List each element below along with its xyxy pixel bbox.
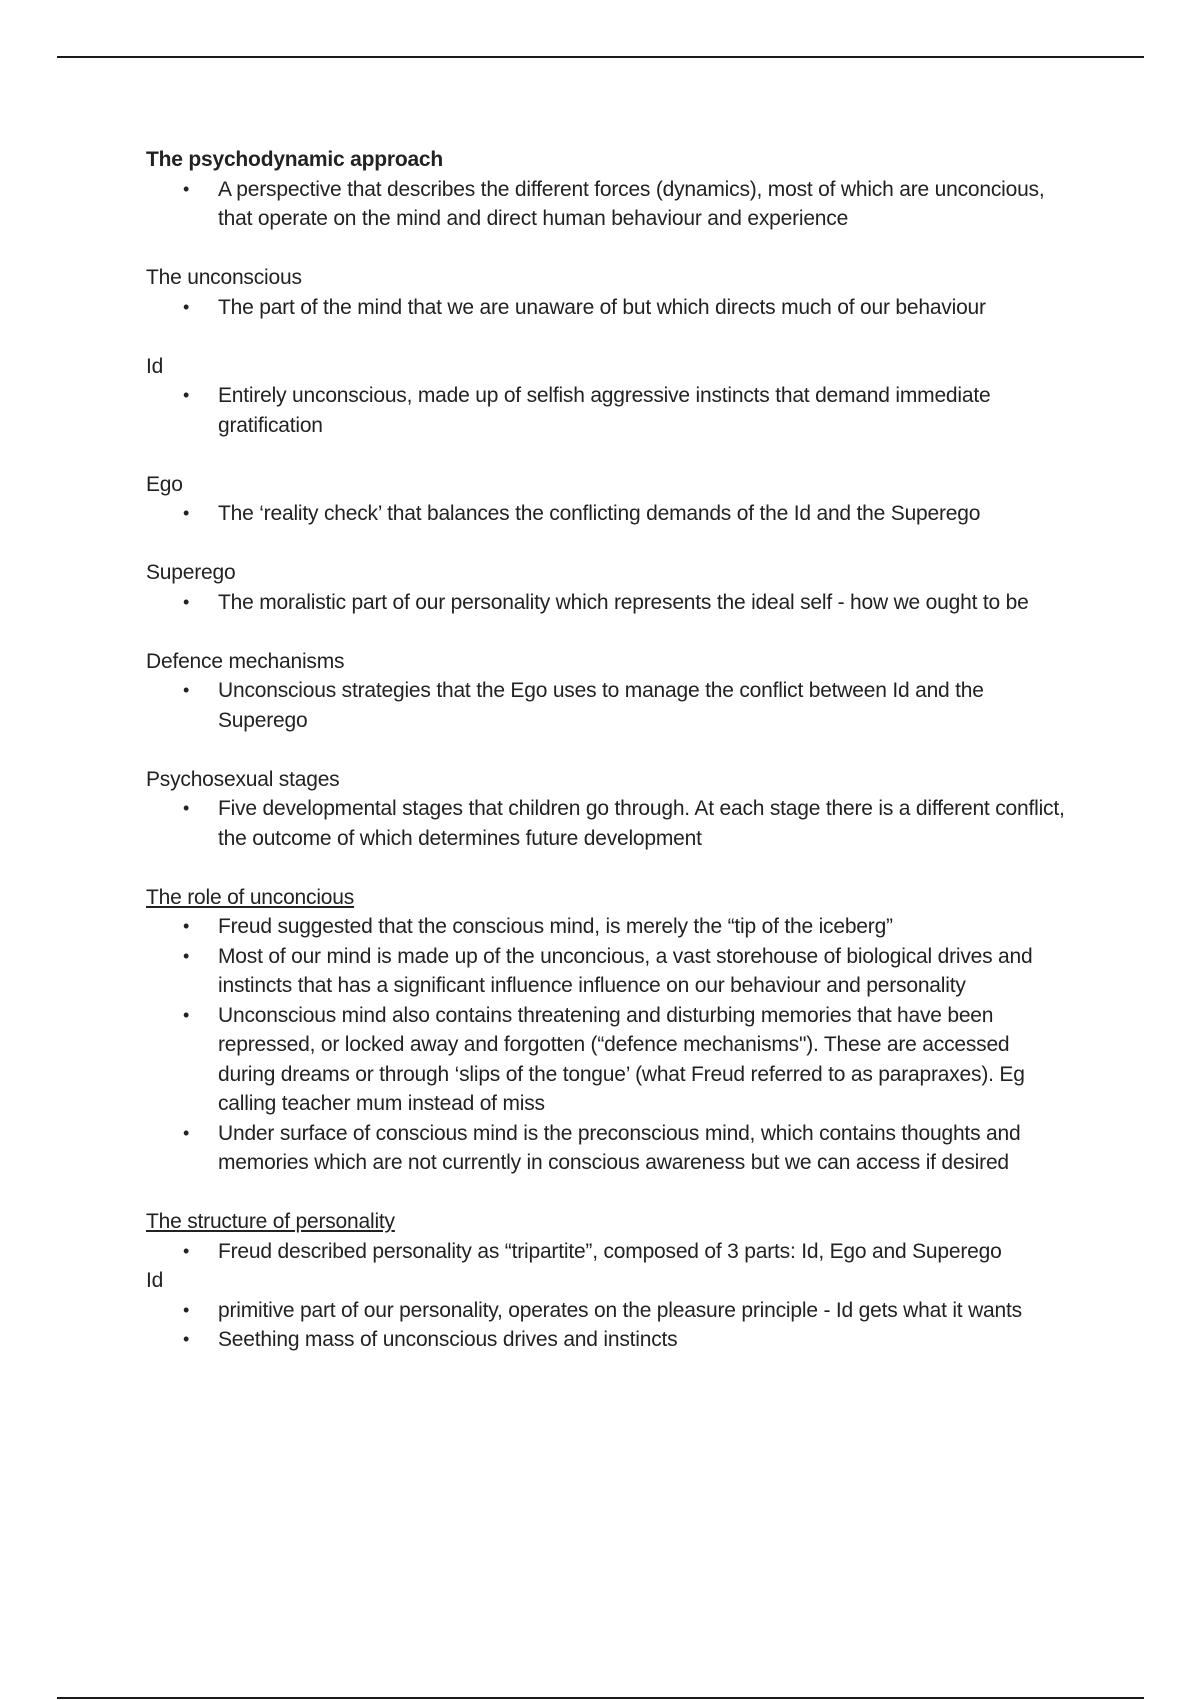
list-item <box>146 676 1066 735</box>
section-psychosexual-stages <box>146 765 1066 854</box>
bullet-icon: • <box>183 296 190 317</box>
list-item-text: primitive part of our personality, operates on the pleasure principle - Id gets what it wants <box>218 1298 1022 1322</box>
bullet-icon: • <box>183 385 190 405</box>
list-item <box>146 1237 1066 1267</box>
section-id-structure <box>146 1266 1066 1355</box>
section-unconscious <box>146 263 1066 322</box>
list-item <box>146 293 1066 323</box>
list-item <box>146 1325 1066 1355</box>
section-defence-mechanisms <box>146 647 1066 736</box>
section-superego <box>146 558 1066 617</box>
bullet-list <box>146 293 1066 323</box>
bullet-list <box>146 499 1066 529</box>
list-item <box>146 175 1066 234</box>
list-item <box>146 1119 1066 1178</box>
list-item-text: Seething mass of unconscious drives and instincts <box>218 1328 678 1351</box>
bullet-icon: • <box>183 798 190 818</box>
section-heading: The role of unconcious <box>146 885 355 909</box>
section-id <box>146 352 1066 441</box>
list-item-text: Unconscious mind also contains threatening and disturbing memories that have been repressed, or locked away and forgotten (“defence mechanisms"). These are accessed during dreams or through ‘slips of the tongue’ (what Freud referred to as parapraxes). Eg calling teacher mum instead of miss <box>218 1003 1025 1115</box>
list-item-text: Entirely unconscious, made up of selfish aggressive instincts that demand immediate gratification <box>218 384 991 437</box>
list-item <box>146 1001 1066 1119</box>
list-item <box>146 1296 1066 1326</box>
bullet-list <box>146 794 1066 853</box>
list-item <box>146 588 1066 618</box>
bullet-icon: • <box>183 680 190 700</box>
footer-rule <box>57 1697 1144 1699</box>
section-heading: Defence mechanisms <box>146 649 345 673</box>
section-psychodynamic-approach <box>146 145 1066 234</box>
section-heading: Superego <box>146 561 236 584</box>
section-heading: The psychodynamic approach <box>146 148 444 171</box>
list-item-text: Most of our mind is made up of the unconcious, a vast storehouse of biological drives and instincts that has a significant influence influence on our behaviour and personality <box>218 944 1033 997</box>
bullet-list <box>146 1237 1066 1267</box>
bullet-icon: • <box>183 1329 190 1349</box>
document-body <box>146 145 1066 1355</box>
bullet-icon: • <box>183 945 190 966</box>
list-item <box>146 942 1066 1001</box>
list-item-text: The part of the mind that we are unaware of but which directs much of our behaviour <box>218 295 986 319</box>
bullet-icon: • <box>183 916 190 936</box>
section-ego <box>146 470 1066 529</box>
list-item-text: Freud described personality as “tripartite”, composed of 3 parts: Id, Ego and Superego <box>218 1239 1002 1263</box>
list-item-text: A perspective that describes the different forces (dynamics), most of which are unconcious, that operate on the mind and direct human behaviour and experience <box>218 177 1045 230</box>
list-item-text: Under surface of conscious mind is the preconscious mind, which contains thoughts and memories which are not currently in conscious awareness but we can access if desired <box>218 1121 1021 1174</box>
bullet-icon: • <box>183 1004 190 1025</box>
section-heading: The unconscious <box>146 266 302 289</box>
header-rule <box>57 56 1144 58</box>
bullet-list <box>146 588 1066 618</box>
bullet-list <box>146 676 1066 735</box>
section-heading: The structure of personality <box>146 1210 395 1233</box>
list-item <box>146 794 1066 853</box>
list-item-text: Freud suggested that the conscious mind, is merely the “tip of the iceberg” <box>218 915 893 938</box>
bullet-icon: • <box>183 503 190 523</box>
bullet-list <box>146 381 1066 440</box>
section-heading: Ego <box>146 472 183 496</box>
bullet-list <box>146 912 1066 1178</box>
section-role-of-unconscious <box>146 883 1066 1178</box>
list-item-text: The ‘reality check’ that balances the conflicting demands of the Id and the Superego <box>218 502 981 525</box>
bullet-list <box>146 175 1066 234</box>
section-heading: Psychosexual stages <box>146 767 340 791</box>
list-item-text: Unconscious strategies that the Ego uses to manage the conflict between Id and the Superego <box>218 679 984 732</box>
bullet-list <box>146 1296 1066 1355</box>
bullet-icon: • <box>183 1240 190 1261</box>
list-item <box>146 912 1066 942</box>
list-item-text: Five developmental stages that children go through. At each stage there is a different conflict, the outcome of which determines future development <box>218 797 1065 850</box>
section-structure-of-personality <box>146 1207 1066 1266</box>
bullet-icon: • <box>183 1122 190 1143</box>
list-item-text: The moralistic part of our personality which represents the ideal self - how we ought to be <box>218 590 1029 614</box>
bullet-icon: • <box>183 178 190 199</box>
list-item <box>146 499 1066 529</box>
section-heading: Id <box>146 354 164 378</box>
bullet-icon: • <box>183 591 190 612</box>
bullet-icon: • <box>183 1299 190 1320</box>
list-item <box>146 381 1066 440</box>
section-heading: Id <box>146 1269 164 1292</box>
